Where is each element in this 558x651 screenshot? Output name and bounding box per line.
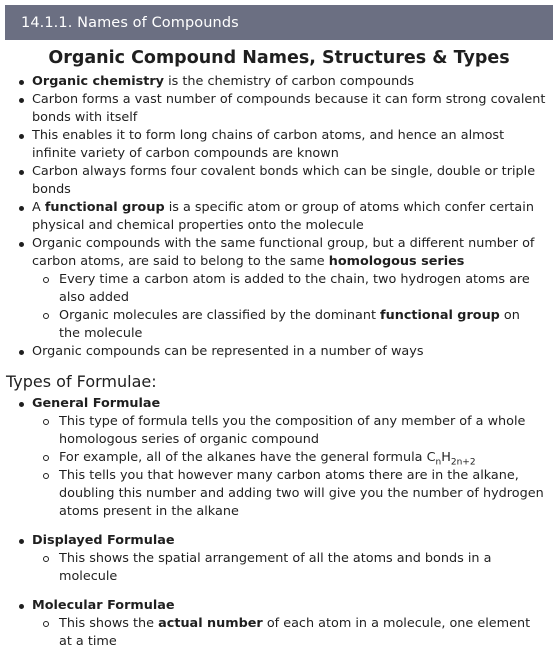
general-sub-example <box>28 449 550 467</box>
subscript-2n-plus-2: 2n+2 <box>450 457 476 468</box>
bullet-text: Organic compounds can be represented in a number of ways <box>32 344 424 359</box>
formula-molecular <box>0 597 558 651</box>
bullet-covalent-bonds <box>0 163 558 199</box>
bullet-text: A <box>32 200 45 215</box>
sub-bullet-text: on the molecule <box>59 308 520 341</box>
general-sub-list <box>28 413 550 521</box>
formula-molecular-label: Molecular Formulae <box>32 598 175 613</box>
term-functional-group: functional group <box>44 200 165 215</box>
general-sub-explanation <box>28 467 550 521</box>
sub-bullet-text: This shows the spatial arrangement of all the atoms and bonds in a molecule <box>59 551 492 584</box>
term-functional-group: functional group <box>380 308 500 323</box>
intro-bullet-list <box>0 73 558 361</box>
subscript-n: n <box>435 457 442 468</box>
bullet-text: This enables it to form long chains of carbon atoms, and hence an almost infinite variety of carbon compounds are known <box>32 128 505 161</box>
molecular-sub-list <box>28 615 550 651</box>
section-header-title: 14.1.1. Names of Compounds <box>21 14 239 31</box>
sub-bullet-text: Organic molecules are classified by the dominant <box>59 308 381 323</box>
bullet-functional-group <box>0 199 558 235</box>
formula-displayed-label: Displayed Formulae <box>32 533 175 548</box>
sub-bullet-text: This type of formula tells you the composition of any member of a whole homologous series of organic compound <box>59 414 526 447</box>
intro-content <box>0 73 558 361</box>
displayed-sub-spatial <box>28 550 550 586</box>
formula-h: H <box>441 450 451 465</box>
bullet-text: is a specific atom or group of atoms which confer certain physical and chemical properties onto the molecule <box>32 200 534 233</box>
section-header-bar <box>5 5 553 40</box>
bullet-text: Organic compounds with the same functional group, but a different number of carbon atoms, are said to belong to the same <box>32 236 535 269</box>
sub-bullet-text: For example, all of the alkanes have the general formula C <box>59 450 436 465</box>
formula-general <box>0 395 558 521</box>
term-organic-chemistry: Organic chemistry <box>32 74 165 89</box>
bullet-carbon-chains <box>0 127 558 163</box>
bullet-text: Carbon always forms four covalent bonds which can be single, double or triple bonds <box>32 164 536 197</box>
general-sub-composition <box>28 413 550 449</box>
formula-displayed <box>0 532 558 586</box>
molecular-sub-actual-number <box>28 615 550 651</box>
formulae-content <box>0 395 558 651</box>
bullet-organic-chemistry <box>0 73 558 91</box>
term-actual-number: actual number <box>158 616 263 631</box>
sub-bullet-text: Every time a carbon atom is added to the chain, two hydrogen atoms are also added <box>59 272 530 305</box>
sub-bullet-text: This tells you that however many carbon atoms there are in the alkane, doubling this number and adding two will give you the number of hydrogen atoms present in the alkane <box>59 468 544 519</box>
sub-bullet-text: This shows the <box>59 616 159 631</box>
bullet-carbon-compounds <box>0 91 558 127</box>
types-of-formulae-heading: Types of Formulae: <box>6 372 157 391</box>
formula-general-label: General Formulae <box>32 396 161 411</box>
bullet-homologous-series <box>0 235 558 343</box>
formulae-list <box>0 395 558 651</box>
sub-bullet-text: of each atom in a molecule, one element at a time <box>59 616 531 649</box>
term-homologous-series: homologous series <box>328 254 465 269</box>
bullet-text: Carbon forms a vast number of compounds because it can form strong covalent bonds with itself <box>32 92 546 125</box>
displayed-sub-list <box>28 550 550 586</box>
sub-bullet-carbon-added <box>28 271 550 307</box>
sub-bullet-classification <box>28 307 550 343</box>
bullet-text: is the chemistry of carbon compounds <box>164 74 415 89</box>
page-title: Organic Compound Names, Structures & Types <box>48 48 510 68</box>
bullet-representation <box>0 343 558 361</box>
homologous-sub-list <box>28 271 550 343</box>
